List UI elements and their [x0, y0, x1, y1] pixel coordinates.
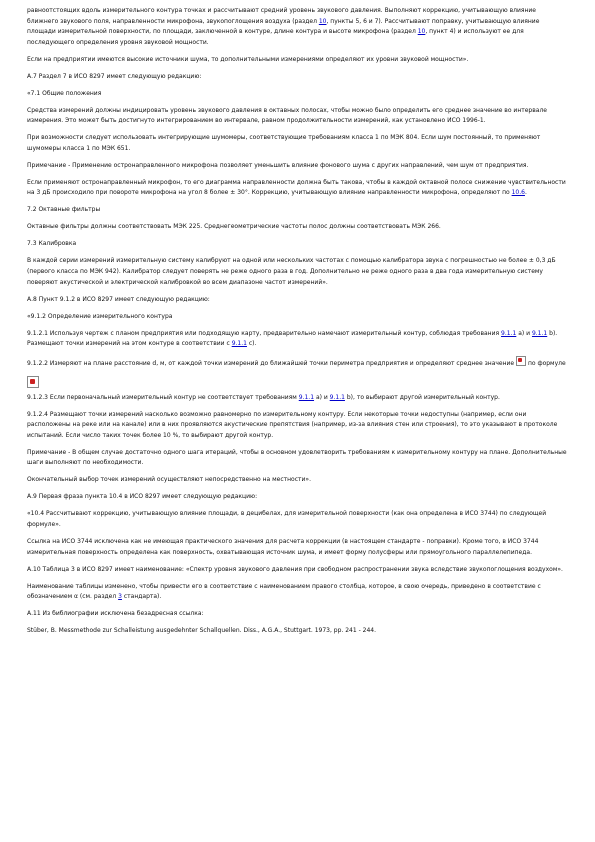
- text: b), то выбирают другой измерительный контур.: [344, 393, 500, 401]
- text: .: [524, 189, 527, 197]
- paragraph: [27, 329, 568, 350]
- paragraph: Окончательный выбор точек измерений осуществляют непосредственно на местности».: [27, 476, 311, 484]
- section-link[interactable]: 9.1.1: [298, 393, 315, 401]
- paragraph: Если на предприятии имеются высокие источники шума, то дополнительными измерениями определяют их уровни звуковой мощности».: [27, 55, 469, 63]
- paragraph: [27, 178, 568, 199]
- text: 9.1.2.2 Измеряют на плане расстояние d, м, от каждой точки измерений до ближайшей точки периметра предприятия и определяют среднее значение: [27, 360, 517, 368]
- section-link[interactable]: 10.6: [511, 189, 525, 197]
- text: 9.1.2.3 Если первоначальный измерительный контур не соответствует требованиям: [27, 393, 299, 401]
- subheading: «7.1 Общие положения: [27, 89, 102, 97]
- paragraph: Ссылка на ИСО 3744 исключена как не имеющая практического значения для расчета коррекции (в настоящем стандарте - поправки). Кроме того, в ИСО 3744 измерительная поверхность определена как поверхность, охватывающая источник шума, и имеет форму полусферы или прямоугольного параллелепипеда.: [27, 537, 539, 556]
- section-link[interactable]: 9.1.1: [531, 329, 548, 337]
- paragraph: [27, 582, 568, 603]
- text: b). Размещают точки измерений на этом контуре в соответствии с: [27, 329, 558, 348]
- text: по формуле: [526, 360, 566, 368]
- paragraph: [27, 393, 568, 404]
- paragraph: А.11 Из библиографии исключена безадресная ссылка:: [27, 610, 204, 618]
- paragraph: А.9 Первая фраза пункта 10.4 в ИСО 8297 имеет следующую редакцию:: [27, 493, 258, 501]
- note: Примечание - В общем случае достаточно одного шага итераций, чтобы в основном удовлетворить требованиям к измерительному контуру на плане. Дополнительные шаги выполняют по необходимости.: [27, 448, 567, 467]
- paragraph: При возможности следует использовать интегрирующие шумомеры, соответствующие требованиям класса 1 по МЭК 804. Если шум постоянный, то применяют шумомеры класса 1 по МЭК 651.: [27, 134, 541, 152]
- broken-image-icon: [516, 356, 526, 366]
- paragraph: В каждой серии измерений измерительную систему калибруют на одной или нескольких частотах с помощью калибратора звука с погрешностью не более ± 0,3 дБ (первого класса по МЭК 942). Калибратор следует поверять не реже одного раза в год. Дополнительно не реже одного раза в два года измерительную систему поверяют акустической и электрической калибровкой во всем диапазоне частот измерений».: [27, 257, 556, 286]
- paragraph: Средства измерений должны индицировать уровень звукового давления в октавных полосах, чтобы можно было определить его среднее значение во интервале измерения. Это может быть достигнуто интегрированием во интервале, равном продолжительности измерений, как установлено ИСО 1996-1.: [27, 106, 547, 125]
- paragraph: Октавные фильтры должны соответствовать МЭК 225. Среднегеометрические частоты полос должны соответствовать МЭК 266.: [27, 223, 441, 231]
- text: стандарта).: [121, 593, 162, 601]
- section-link[interactable]: 10: [417, 28, 426, 36]
- text: , пункты 5, 6 и 7). Рассчитывают поправку, учитывающую влияние площади измерительной поверхности, по площади, заключенной в контуре, длине контура и высоте микрофона (раздел: [27, 17, 540, 36]
- subheading: 7.2 Октавные фильтры: [27, 206, 101, 214]
- formula-image-icon: [27, 376, 39, 388]
- paragraph: А.8 Пункт 9.1.2 в ИСО 8297 имеет следующую редакцию:: [27, 295, 210, 303]
- section-link[interactable]: 9.1.1: [501, 329, 517, 337]
- subheading: 7.3 Калибровка: [27, 240, 77, 248]
- section-link[interactable]: 3: [118, 593, 122, 601]
- paragraph: А.10 Таблица 3 в ИСО 8297 имеет наименование: «Спектр уровня звукового давления при свободном распространении звука вследствие звукопоглощения воздухом».: [27, 565, 563, 573]
- text: а) и: [314, 393, 330, 401]
- paragraph: «10.4 Рассчитывают коррекцию, учитывающую влияние площади, в децибелах, для измерительной поверхности (как она определена в ИСО 3744) по следующей формуле».: [27, 510, 547, 528]
- section-link[interactable]: 9.1.1: [231, 340, 247, 348]
- subheading: «9.1.2 Определение измерительного контура: [27, 312, 173, 320]
- text: равноотстоящих вдоль измерительного контура точках и рассчитывают средний уровень звукового давления. Выполняют коррекцию, учитывающую влияние ближнего звукового поля, направленности микрофона, звукопоглощения воздуха (раздел: [27, 7, 536, 25]
- paragraph: [27, 6, 568, 48]
- text: а) и: [516, 329, 532, 337]
- text: c).: [246, 340, 257, 348]
- section-link[interactable]: 10: [318, 17, 327, 25]
- text: Наименование таблицы изменено, чтобы привести его в соответствие с наименованием правого столбца, которое, в свою очередь, приведено в соответствие с обозначением α (см. раздел: [27, 582, 541, 601]
- paragraph: 9.1.2.4 Размещают точки измерений насколько возможно равномерно по измерительному контуру. Если некоторые точки недоступны (например, если они расположены на реке или на канале) или в них проявляются акустические препятствия (например, из-за влияния стен или строения), то это указывают в протоколе испытаний. Если число таких точек более 10 %, то выбирают другой контур.: [27, 410, 558, 439]
- note: Примечание - Применение остронаправленного микрофона позволяет уменьшить влияние фонового шума с других направлений, чем шум от предприятия.: [27, 161, 529, 169]
- text: , пункт 4) и используют ее для последующего определения уровня звуковой мощности.: [27, 28, 524, 46]
- text: 9.1.2.1 Используя чертеж с планом предприятия или подходящую карту, предварительно намечают измерительный контур, соблюдая требования: [27, 329, 502, 337]
- paragraph: А.7 Раздел 7 в ИСО 8297 имеет следующую редакцию:: [27, 72, 202, 80]
- text: Если применяют остронаправленный микрофон, то его диаграмма направленности должна быть такова, чтобы в каждой октавной полосе снижение чувствительности на 3 дБ происходило при повороте микрофона на угол 8 более ± 30°. Коррекцию, учитывающую влияние направленности микрофона, определяют по: [27, 178, 566, 197]
- section-link[interactable]: 9.1.1: [329, 393, 345, 401]
- paragraph: [27, 356, 568, 370]
- bibliography-entry: Stüber, B. Messmethode zur Schalleistung ausgedehnter Schallquellen. Diss., A.G.A., Stuttgart. 1973, pp. 241 - 244.: [27, 627, 377, 635]
